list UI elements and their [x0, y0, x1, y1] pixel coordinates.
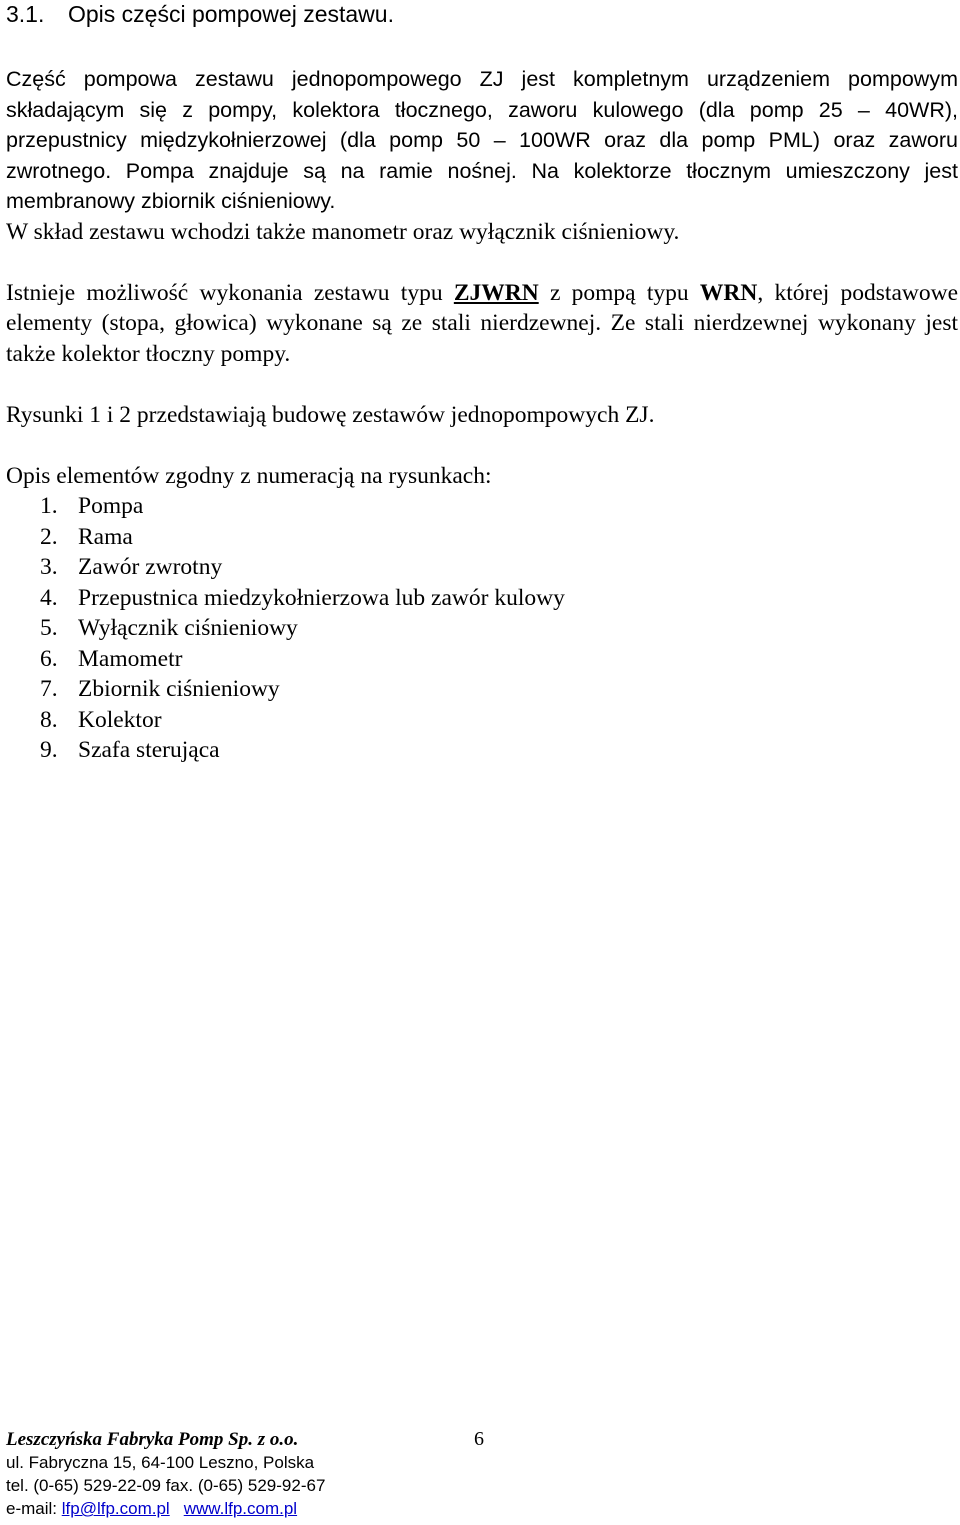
paragraph-pump-description-text: Część pompowa zestawu jednopompowego ZJ jest kompletnym urządzeniem pompowym składającym się z pompy, kolektora tłocznego, zaworu kulowego (dla pomp 25 – 40WR), przepustnicy międzykołnierzowej (dla pomp 50 – 100WR oraz dla pomp PML) oraz zaworu zwrotnego. Pompa znajduje są na ramie nośnej. Na kolektorze tłocznym umieszczony jest membranowy zbiornik ciśnieniowy. — [6, 67, 958, 213]
list-item-number: 5. — [40, 615, 58, 641]
elements-list-intro: Opis elementów zgodny z numeracją na rysunkach: — [6, 462, 492, 489]
list-item — [6, 583, 958, 614]
list-item-number: 9. — [40, 737, 58, 763]
list-item — [6, 552, 958, 583]
footer-company-name: Leszczyńska Fabryka Pomp Sp. z o.o. — [6, 1429, 299, 1450]
footer-website-link[interactable]: www.lfp.com.pl — [183, 1499, 298, 1518]
list-item-label: Szafa sterująca — [78, 737, 220, 763]
footer-email-link[interactable]: lfp@lfp.com.pl — [61, 1499, 170, 1518]
footer-email-label: e-mail: — [6, 1499, 62, 1518]
list-item-number: 1. — [40, 493, 58, 519]
list-item-number: 8. — [40, 706, 58, 733]
list-item-label: Wyłącznik ciśnieniowy — [78, 615, 298, 641]
section-heading — [6, 0, 394, 28]
paragraph-pump-description-last-line: W skład zestawu wchodzi także manometr oraz wyłącznik ciśnieniowy. — [6, 218, 680, 245]
elements-list — [6, 491, 958, 766]
list-item-number: 7. — [40, 676, 58, 702]
list-item-label: Przepustnica miedzykołnierzowa lub zawór kulowy — [78, 584, 565, 611]
list-item-label: Zbiornik ciśnieniowy — [78, 676, 280, 702]
list-item — [6, 735, 958, 766]
section-number: 3.1. — [6, 1, 45, 27]
paragraph-pump-description — [6, 64, 958, 247]
model-zjwrn: ZJWRN — [453, 279, 539, 306]
pump-type-wrn: WRN — [699, 279, 758, 306]
footer-contact — [6, 1497, 566, 1520]
list-item — [6, 705, 958, 736]
list-item-number: 3. — [40, 554, 58, 580]
footer-address: ul. Fabryczna 15, 64-100 Leszno, Polska — [6, 1453, 315, 1472]
list-item-number: 4. — [40, 584, 58, 611]
list-item — [6, 644, 958, 675]
list-item — [6, 491, 958, 522]
list-item-label: Mamometr — [78, 645, 183, 672]
list-item-label: Pompa — [78, 493, 144, 519]
list-item-number: 2. — [40, 523, 58, 550]
document-body — [6, 64, 958, 766]
list-item — [6, 613, 958, 644]
footer-phone: tel. (0-65) 529-22-09 fax. (0-65) 529-92-67 — [6, 1476, 326, 1495]
list-item — [6, 674, 958, 705]
list-item-label: Kolektor — [78, 706, 162, 733]
list-item-label: Rama — [78, 523, 133, 550]
page-number: 6 — [474, 1428, 484, 1450]
paragraph-figures-reference: Rysunki 1 i 2 przedstawiają budowę zestawów jednopompowych ZJ. — [6, 401, 655, 428]
paragraph-stainless-text-c: , której podstawowe elementy (stopa, głowica) wykonane są ze stali nierdzewnej. Ze stali nierdzewnej wykonany jest także kolektor tłoczny pompy. — [6, 279, 959, 367]
paragraph-stainless-text-a: Istnieje możliwość wykonania zestawu typu — [6, 279, 454, 306]
list-item-number: 6. — [40, 645, 58, 672]
paragraph-stainless-text-b: z pompą typu — [538, 279, 700, 306]
list-item-label: Zawór zwrotny — [78, 554, 223, 580]
section-title: Opis części pompowej zestawu. — [68, 1, 394, 27]
list-item — [6, 522, 958, 553]
paragraph-stainless-variant — [6, 278, 958, 370]
